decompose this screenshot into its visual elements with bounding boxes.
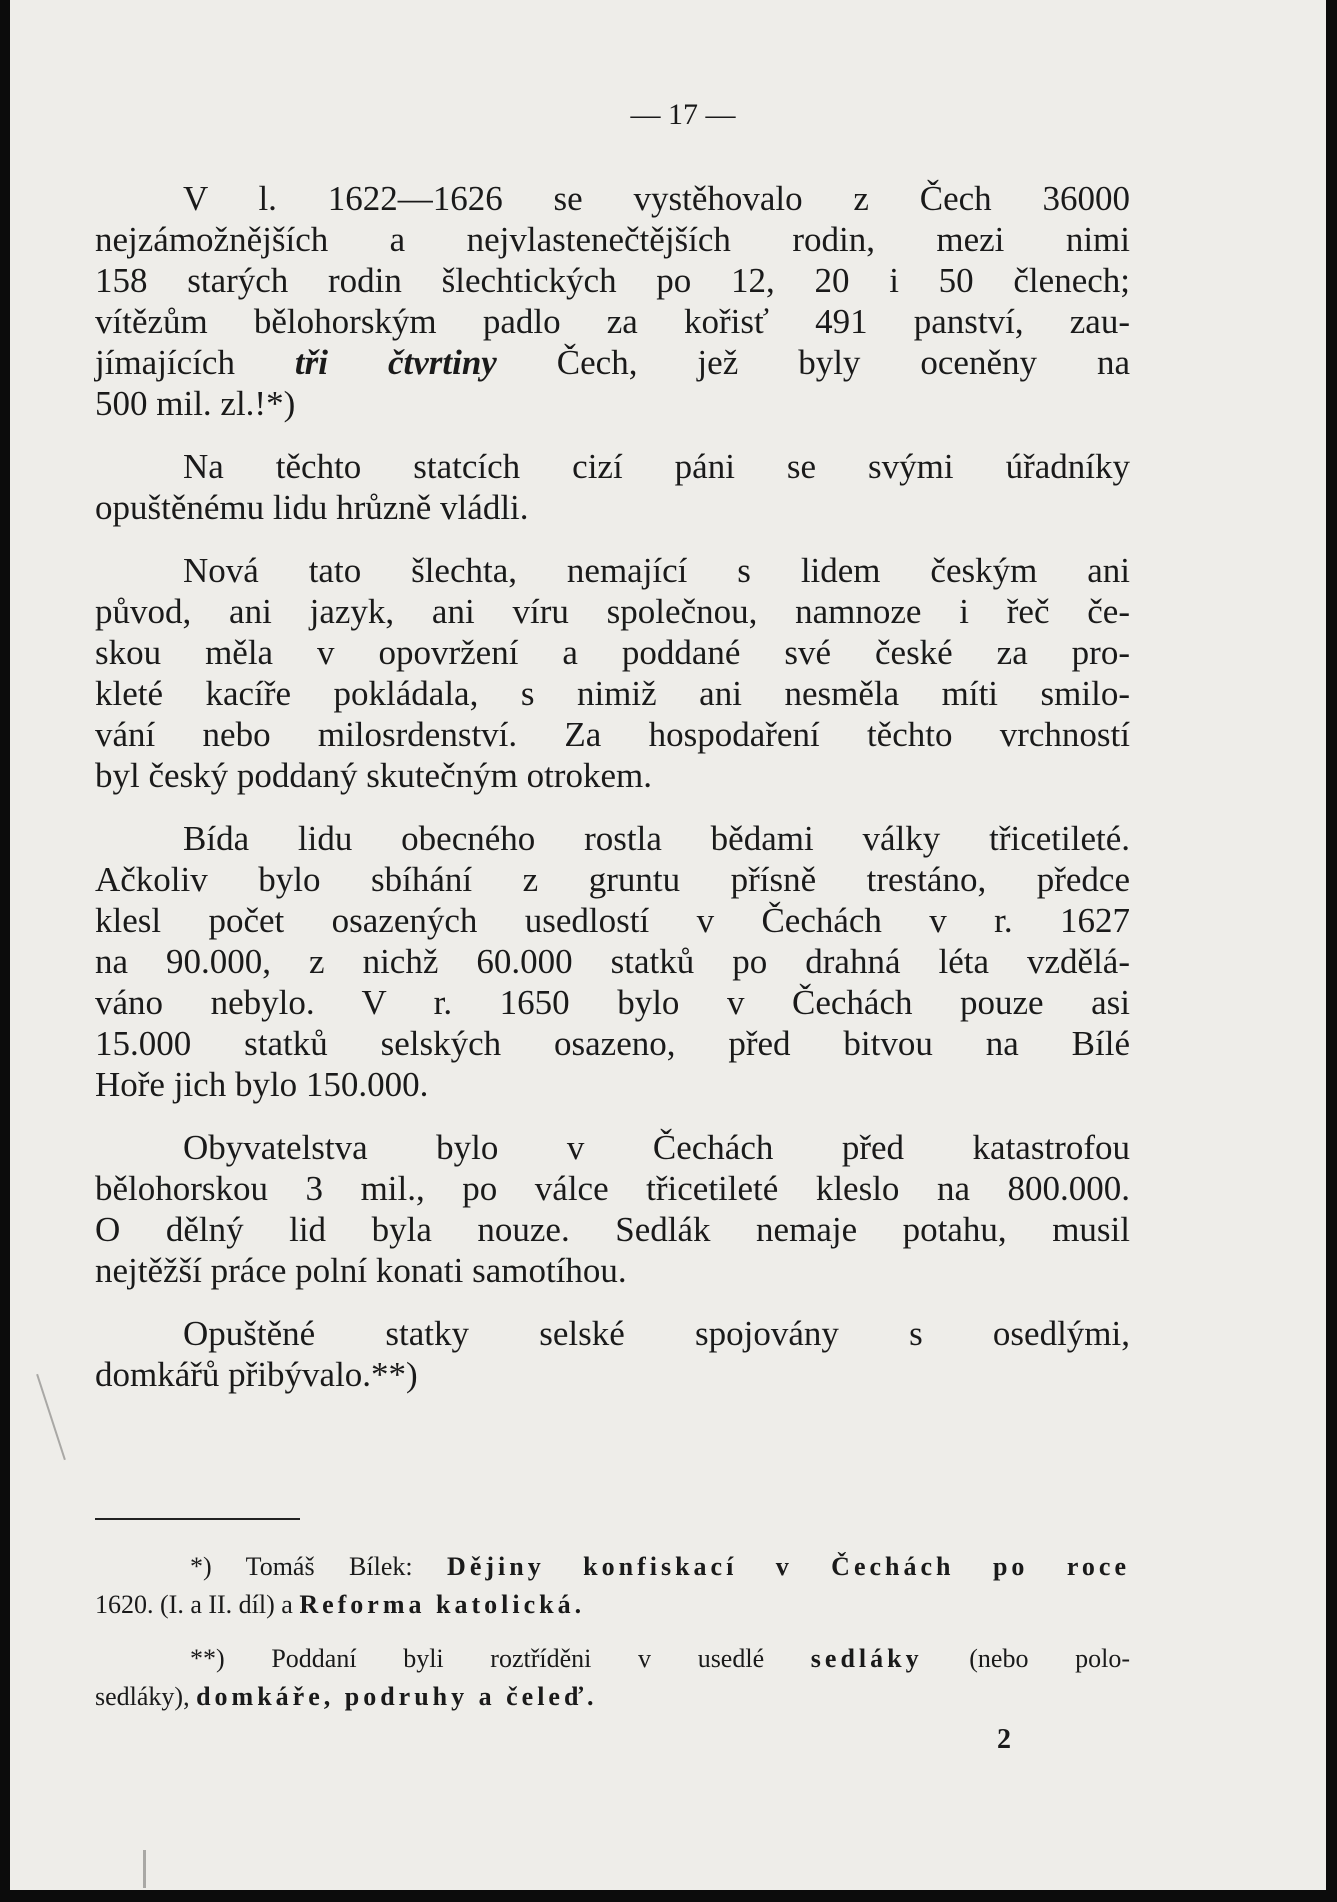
paragraph-6 xyxy=(95,1313,1130,1395)
text-line: bělohorskou 3 mil., po válce třicetileté kleslo na 800.000. xyxy=(95,1169,1130,1208)
paragraph-4 xyxy=(95,818,1130,1105)
emphasis-text: tři čtvrtiny xyxy=(294,343,497,382)
footnote-title: Reforma katolická. xyxy=(299,1590,586,1619)
text-line: klesl počet osazených usedlostí v Čechách v r. 1627 xyxy=(95,901,1130,940)
print-scratch-mark xyxy=(36,1374,66,1460)
footnote-term: domkáře, podruhy a čeleď. xyxy=(196,1682,598,1711)
signature-mark: 2 xyxy=(997,1724,1011,1755)
print-scratch-mark xyxy=(143,1850,146,1888)
text-line: původ, ani jazyk, ani víru společnou, namnoze i řeč če- xyxy=(95,592,1130,631)
footnote-line xyxy=(95,1640,1130,1678)
footnote-text: 1620. (I. a II. díl) a xyxy=(95,1590,293,1619)
paragraph-5 xyxy=(95,1127,1130,1291)
text-line: Na těchto statcích cizí páni se svými úřadníky xyxy=(183,447,1130,486)
text-line: Opuštěné statky selské spojovány s osedlými, xyxy=(183,1314,1130,1353)
book-page xyxy=(10,0,1326,1890)
text-line: domkářů přibývalo.**) xyxy=(95,1355,418,1394)
footnote-text: sedláky), xyxy=(95,1682,190,1711)
text-line: vítězům bělohorským padlo za kořisť 491 panství, zau- xyxy=(95,302,1130,341)
footnote-term: sedláky xyxy=(810,1644,923,1673)
text-line-mixed xyxy=(95,342,1130,383)
text-line: na 90.000, z nichž 60.000 statků po drahná léta vzdělá- xyxy=(95,942,1130,981)
text-run: jímajících xyxy=(95,343,235,382)
footnotes xyxy=(95,1548,1130,1732)
text-line: Ačkoliv bylo sbíhání z gruntu přísně trestáno, předce xyxy=(95,860,1130,899)
text-line: Bída lidu obecného rostla bědami války třicetileté. xyxy=(183,819,1130,858)
text-line: nejtěžší práce polní konati samotíhou. xyxy=(95,1251,627,1290)
footnote-title: Dějiny konfiskací v Čechách po roce xyxy=(447,1552,1131,1581)
text-line: 500 mil. zl.!*) xyxy=(95,384,296,423)
footnote-2 xyxy=(95,1640,1130,1716)
text-line: kleté kacíře pokládala, s nimiž ani nesměla míti smilo- xyxy=(95,674,1130,713)
text-line: vání nebo milosrdenství. Za hospodaření těchto vrchností xyxy=(95,715,1130,754)
text-line: opuštěnému lidu hrůzně vládli. xyxy=(95,488,529,527)
paragraph-2 xyxy=(95,446,1130,528)
body-text xyxy=(95,178,1130,1417)
text-line: váno nebylo. V r. 1650 bylo v Čechách pouze asi xyxy=(95,983,1130,1022)
text-line: Obyvatelstva bylo v Čechách před katastrofou xyxy=(183,1128,1130,1167)
footnote-line xyxy=(95,1678,1130,1716)
text-line: O dělný lid byla nouze. Sedlák nemaje potahu, musil xyxy=(95,1210,1130,1249)
footnote-line xyxy=(95,1548,1130,1586)
text-line: 15.000 statků selských osazeno, před bitvou na Bílé xyxy=(95,1024,1130,1063)
paragraph-1 xyxy=(95,178,1130,424)
page-number: — 17 — xyxy=(630,98,736,131)
footnote-divider xyxy=(95,1518,300,1520)
text-line: V l. 1622—1626 se vystěhovalo z Čech 36000 xyxy=(183,179,1130,218)
text-line: Hoře jich bylo 150.000. xyxy=(95,1065,429,1104)
footnote-line xyxy=(95,1586,1130,1624)
text-run: Čech, jež byly oceněny na xyxy=(556,343,1130,382)
text-line: byl český poddaný skutečným otrokem. xyxy=(95,756,652,795)
text-line: nejzámožnějších a nejvlastenečtějších rodin, mezi nimi xyxy=(95,220,1130,259)
text-line: 158 starých rodin šlechtických po 12, 20 i 50 členech; xyxy=(95,261,1130,300)
paragraph-3 xyxy=(95,550,1130,796)
footnote-text: *) Tomáš Bílek: xyxy=(190,1552,413,1581)
text-line: Nová tato šlechta, nemající s lidem českým ani xyxy=(183,551,1130,590)
footnote-text: **) Poddaní byli roztříděni v usedlé xyxy=(190,1644,765,1673)
footnote-text: (nebo polo- xyxy=(969,1644,1131,1673)
footnote-1 xyxy=(95,1548,1130,1624)
text-line: skou měla v opovržení a poddané své české za pro- xyxy=(95,633,1130,672)
